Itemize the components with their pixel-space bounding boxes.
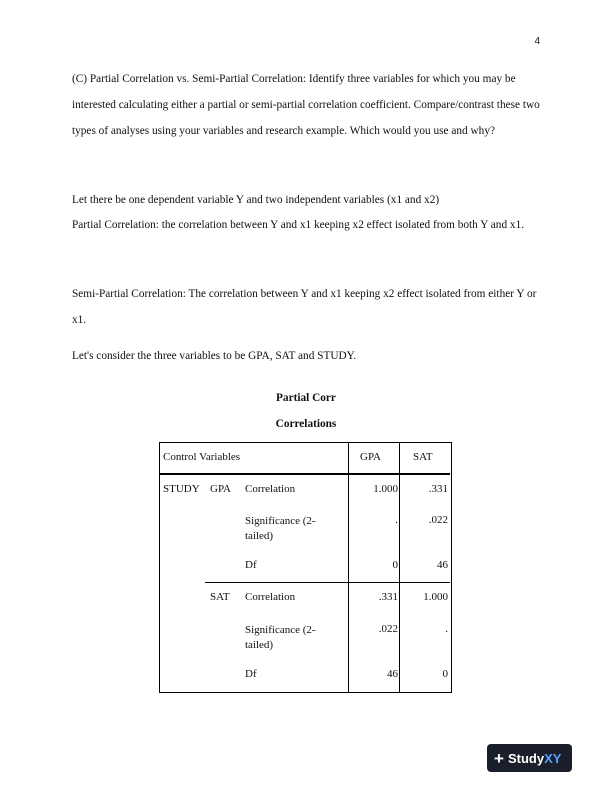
table-divider [348,443,349,692]
value-cell: . [395,514,398,526]
value-cell: 1.000 [423,591,448,603]
table-title: Correlations [275,418,337,430]
question-paragraph: (C) Partial Correlation vs. Semi-Partial Correlation: Identify three variables for which you may be interested calculating either a partial or semi-partial correlation coefficient. Compare/contrast these two types of analyses using your variables and research example. Which would you use and why? [72,73,540,137]
value-cell: .022 [378,623,398,635]
header-sat: SAT [413,451,433,463]
logo-accent: XY [544,750,562,766]
variables-sentence: Let there be one dependent variable Y and two independent variables (x1 and x2) [72,194,440,206]
studyxy-logo [487,744,572,772]
value-cell: 46 [387,668,398,680]
semi-partial-definition: Semi-Partial Correlation: The correlation between Y and x1 keeping x2 effect isolated from either Y or x1. [72,288,537,326]
stat-significance: Significance (2-tailed) [245,624,316,651]
partial-correlation-definition: Partial Correlation: the correlation between Y and x1 keeping x2 effect isolated from both Y and x1. [72,219,525,231]
value-cell: 1.000 [373,483,398,495]
table-divider [205,582,450,583]
stat-significance: Significance (2-tailed) [245,515,316,542]
page-number: 4 [534,36,540,47]
plus-icon: + [494,748,504,768]
definitions-paragraph [72,188,546,238]
stat-correlation: Correlation [245,483,296,495]
value-cell: 46 [437,559,448,571]
stat-df: Df [245,668,257,680]
correlations-table [159,442,452,693]
header-gpa: GPA [360,451,381,463]
output-title: Partial Corr [276,392,336,404]
control-variable-study: STUDY [163,483,200,495]
value-cell: . [445,623,448,635]
value-cell: .331 [428,483,448,495]
header-control-variables: Control Variables [163,451,241,463]
stat-correlation: Correlation [245,591,296,603]
row-label-sat: SAT [210,591,230,603]
value-cell: 0 [442,668,448,680]
value-cell: .331 [378,591,398,603]
value-cell: .022 [428,514,448,526]
value-cell: 0 [392,559,398,571]
stat-df: Df [245,559,257,571]
table-divider [399,443,400,692]
variables-paragraph: Let's consider the three variables to be GPA, SAT and STUDY. [72,350,357,362]
logo-text: Study [507,750,545,766]
table-divider [160,473,450,475]
row-label-gpa: GPA [210,483,231,495]
